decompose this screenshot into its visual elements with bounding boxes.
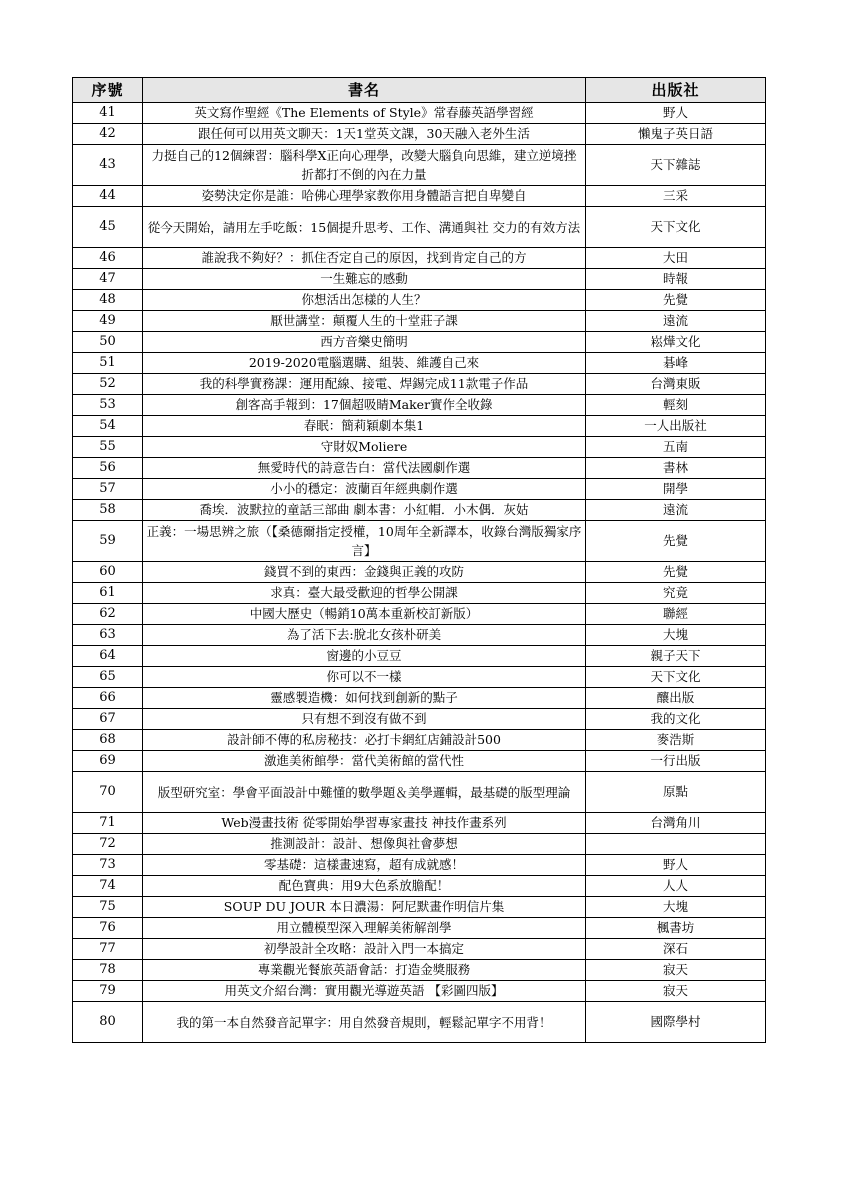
table-row (73, 521, 766, 562)
book-title-cell: 你想活出怎樣的人生？ (143, 290, 586, 311)
table-row (73, 500, 766, 521)
table-row (73, 1002, 766, 1043)
serial-number-cell: 59 (73, 521, 143, 562)
serial-number-cell: 70 (73, 772, 143, 813)
publisher-cell: 一人出版社 (586, 416, 766, 437)
book-title-cell: 我的第一本自然發音記單字：用自然發音規則，輕鬆記單字不用背！ (143, 1002, 586, 1043)
table-row (73, 834, 766, 855)
book-title-cell: 零基礎：這樣畫速寫，超有成就感！ (143, 855, 586, 876)
header-publisher: 出版社 (586, 78, 766, 103)
book-title-cell: 設計師不傳的私房秘技：必打卡網紅店鋪設計500 (143, 730, 586, 751)
serial-number-cell: 54 (73, 416, 143, 437)
serial-number-cell: 68 (73, 730, 143, 751)
book-title-cell: 錢買不到的東西：金錢與正義的攻防 (143, 562, 586, 583)
publisher-cell: 寂天 (586, 960, 766, 981)
serial-number-cell: 52 (73, 374, 143, 395)
table-row (73, 562, 766, 583)
table-header-row (73, 78, 766, 103)
serial-number-cell: 60 (73, 562, 143, 583)
book-title-cell: 喬埃．波默拉的童話三部曲 劇本書：小紅帽．小木偶．灰姑 (143, 500, 586, 521)
table-row (73, 751, 766, 772)
table-row (73, 918, 766, 939)
book-title-cell: 我的科學實務課：運用配線、接電、焊錫完成11款電子作品 (143, 374, 586, 395)
book-title-cell: Web漫畫技術 從零開始學習專家畫技 神技作畫系列 (143, 813, 586, 834)
publisher-cell: 遠流 (586, 500, 766, 521)
table-row (73, 332, 766, 353)
book-title-cell: 激進美術館學：當代美術館的當代性 (143, 751, 586, 772)
serial-number-cell: 69 (73, 751, 143, 772)
publisher-cell: 我的文化 (586, 709, 766, 730)
table-row (73, 646, 766, 667)
serial-number-cell: 47 (73, 269, 143, 290)
publisher-cell: 遠流 (586, 311, 766, 332)
publisher-cell (586, 834, 766, 855)
book-title-cell: 姿勢決定你是誰：哈佛心理學家教你用身體語言把自卑變自 (143, 186, 586, 207)
serial-number-cell: 66 (73, 688, 143, 709)
table-row (73, 290, 766, 311)
serial-number-cell: 44 (73, 186, 143, 207)
publisher-cell: 五南 (586, 437, 766, 458)
book-title-cell: 用立體模型深入理解美術解剖學 (143, 918, 586, 939)
publisher-cell: 懶鬼子英日語 (586, 124, 766, 145)
table-row (73, 730, 766, 751)
book-title-cell: 跟任何可以用英文聊天：1天1堂英文課，30天融入老外生活 (143, 124, 586, 145)
serial-number-cell: 48 (73, 290, 143, 311)
table-row (73, 876, 766, 897)
publisher-cell: 書林 (586, 458, 766, 479)
publisher-cell: 麥浩斯 (586, 730, 766, 751)
publisher-cell: 先覺 (586, 521, 766, 562)
table-row (73, 625, 766, 646)
table-row (73, 667, 766, 688)
publisher-cell: 究竟 (586, 583, 766, 604)
serial-number-cell: 64 (73, 646, 143, 667)
book-title-cell: 小小的穩定：波蘭百年經典劇作選 (143, 479, 586, 500)
serial-number-cell: 53 (73, 395, 143, 416)
book-title-cell: 配色寶典：用9大色系放膽配！ (143, 876, 586, 897)
serial-number-cell: 58 (73, 500, 143, 521)
serial-number-cell: 72 (73, 834, 143, 855)
book-title-cell: 只有想不到沒有做不到 (143, 709, 586, 730)
publisher-cell: 聯經 (586, 604, 766, 625)
table-row (73, 583, 766, 604)
header-serial-number: 序號 (73, 78, 143, 103)
publisher-cell: 釀出版 (586, 688, 766, 709)
serial-number-cell: 67 (73, 709, 143, 730)
publisher-cell: 深石 (586, 939, 766, 960)
header-book-title: 書名 (143, 78, 586, 103)
table-row (73, 437, 766, 458)
table-row (73, 186, 766, 207)
table-row (73, 604, 766, 625)
book-title-cell: 用英文介紹台灣：實用觀光導遊英語 【彩圖四版】 (143, 981, 586, 1002)
book-title-cell: 你可以不一樣 (143, 667, 586, 688)
table-row (73, 813, 766, 834)
book-title-cell: 求真：臺大最受歡迎的哲學公開課 (143, 583, 586, 604)
book-title-cell: 推測設計：設計、想像與社會夢想 (143, 834, 586, 855)
book-title-cell: 專業觀光餐旅英語會話：打造金獎服務 (143, 960, 586, 981)
table-row (73, 374, 766, 395)
publisher-cell: 野人 (586, 103, 766, 124)
table-row (73, 981, 766, 1002)
table-row (73, 311, 766, 332)
serial-number-cell: 77 (73, 939, 143, 960)
table-row (73, 960, 766, 981)
serial-number-cell: 63 (73, 625, 143, 646)
serial-number-cell: 56 (73, 458, 143, 479)
table-row (73, 145, 766, 186)
publisher-cell: 寂天 (586, 981, 766, 1002)
table-row (73, 207, 766, 248)
book-title-cell: 英文寫作聖經《The Elements of Style》常春藤英語學習經 (143, 103, 586, 124)
table-row (73, 939, 766, 960)
publisher-cell: 親子天下 (586, 646, 766, 667)
book-title-cell: 春眠：簡莉穎劇本集1 (143, 416, 586, 437)
book-title-cell: 正義：一場思辨之旅（【桑德爾指定授權，10周年全新譯本，收錄台灣版獨家序言】 (143, 521, 586, 562)
publisher-cell: 開學 (586, 479, 766, 500)
book-title-cell: 一生難忘的感動 (143, 269, 586, 290)
book-title-cell: 無愛時代的詩意告白：當代法國劇作選 (143, 458, 586, 479)
publisher-cell: 台灣角川 (586, 813, 766, 834)
book-title-cell: 為了活下去:脫北女孩朴研美 (143, 625, 586, 646)
publisher-cell: 崧燁文化 (586, 332, 766, 353)
serial-number-cell: 46 (73, 248, 143, 269)
serial-number-cell: 49 (73, 311, 143, 332)
table-row (73, 688, 766, 709)
book-title-cell: SOUP DU JOUR 本日濃湯：阿尼默畫作明信片集 (143, 897, 586, 918)
publisher-cell: 碁峰 (586, 353, 766, 374)
publisher-cell: 國際學村 (586, 1002, 766, 1043)
table-row (73, 103, 766, 124)
book-title-cell: 2019-2020電腦選購、組裝、維護自己來 (143, 353, 586, 374)
book-list-table (72, 77, 766, 1043)
table-row (73, 458, 766, 479)
publisher-cell: 輕刻 (586, 395, 766, 416)
publisher-cell: 楓書坊 (586, 918, 766, 939)
serial-number-cell: 76 (73, 918, 143, 939)
serial-number-cell: 57 (73, 479, 143, 500)
serial-number-cell: 42 (73, 124, 143, 145)
serial-number-cell: 61 (73, 583, 143, 604)
table-row (73, 269, 766, 290)
publisher-cell: 先覺 (586, 290, 766, 311)
book-title-cell: 守財奴Moliere (143, 437, 586, 458)
serial-number-cell: 74 (73, 876, 143, 897)
table-row (73, 353, 766, 374)
publisher-cell: 台灣東販 (586, 374, 766, 395)
book-title-cell: 窗邊的小豆豆 (143, 646, 586, 667)
publisher-cell: 天下雜誌 (586, 145, 766, 186)
table-row (73, 124, 766, 145)
publisher-cell: 一行出版 (586, 751, 766, 772)
serial-number-cell: 51 (73, 353, 143, 374)
table-row (73, 709, 766, 730)
serial-number-cell: 78 (73, 960, 143, 981)
publisher-cell: 野人 (586, 855, 766, 876)
table-row (73, 395, 766, 416)
book-title-cell: 西方音樂史簡明 (143, 332, 586, 353)
serial-number-cell: 62 (73, 604, 143, 625)
serial-number-cell: 73 (73, 855, 143, 876)
book-title-cell: 靈感製造機：如何找到創新的點子 (143, 688, 586, 709)
book-title-cell: 版型研究室：學會平面設計中難懂的數學題＆美學邏輯，最基礎的版型理論 (143, 772, 586, 813)
book-title-cell: 創客高手報到：17個超吸睛Maker實作全收錄 (143, 395, 586, 416)
book-title-cell: 從今天開始，請用左手吃飯：15個提升思考、工作、溝通與社 交力的有效方法 (143, 207, 586, 248)
serial-number-cell: 55 (73, 437, 143, 458)
table-row (73, 855, 766, 876)
book-title-cell: 誰說我不夠好？：抓住否定自己的原因，找到肯定自己的方 (143, 248, 586, 269)
publisher-cell: 人人 (586, 876, 766, 897)
serial-number-cell: 71 (73, 813, 143, 834)
table-row (73, 897, 766, 918)
serial-number-cell: 80 (73, 1002, 143, 1043)
book-title-cell: 中國大歷史（暢銷10萬本重新校訂新版） (143, 604, 586, 625)
serial-number-cell: 45 (73, 207, 143, 248)
publisher-cell: 時報 (586, 269, 766, 290)
book-title-cell: 初學設計全攻略：設計入門一本搞定 (143, 939, 586, 960)
publisher-cell: 原點 (586, 772, 766, 813)
serial-number-cell: 41 (73, 103, 143, 124)
table-row (73, 772, 766, 813)
table-row (73, 479, 766, 500)
publisher-cell: 天下文化 (586, 207, 766, 248)
publisher-cell: 先覺 (586, 562, 766, 583)
serial-number-cell: 65 (73, 667, 143, 688)
publisher-cell: 三采 (586, 186, 766, 207)
publisher-cell: 大田 (586, 248, 766, 269)
serial-number-cell: 43 (73, 145, 143, 186)
table-row (73, 248, 766, 269)
book-title-cell: 厭世講堂：顛覆人生的十堂莊子課 (143, 311, 586, 332)
serial-number-cell: 75 (73, 897, 143, 918)
publisher-cell: 天下文化 (586, 667, 766, 688)
book-title-cell: 力挺自己的12個練習：腦科學X正向心理學，改變大腦負向思維，建立逆境挫折都打不倒的內在力量 (143, 145, 586, 186)
table-row (73, 416, 766, 437)
serial-number-cell: 50 (73, 332, 143, 353)
publisher-cell: 大塊 (586, 897, 766, 918)
serial-number-cell: 79 (73, 981, 143, 1002)
publisher-cell: 大塊 (586, 625, 766, 646)
